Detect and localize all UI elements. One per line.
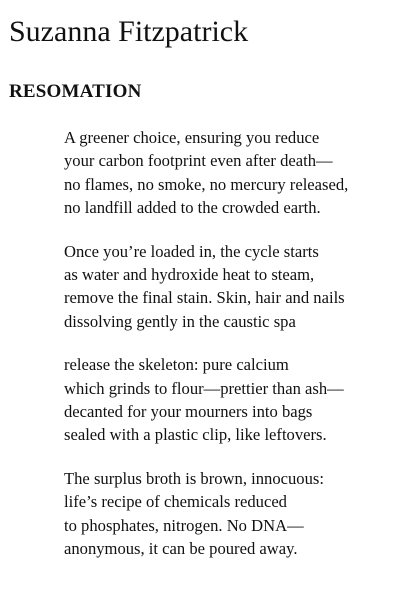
poem-line: A greener choice, ensuring you reduce [64, 128, 320, 147]
poem-line: sealed with a plastic clip, like leftovers. [64, 425, 327, 445]
poem-body [64, 126, 404, 581]
poem-line: life’s recipe of chemicals reduced [64, 492, 287, 512]
poem-line: decanted for your mourners into bags [64, 402, 313, 422]
poem-line: anonymous, it can be poured away. [64, 539, 298, 559]
poem-line: The surplus broth is brown, innocuous: [64, 468, 324, 488]
poem-line: remove the final stain. Skin, hair and nails [64, 288, 345, 308]
stanza-2 [64, 240, 404, 334]
poem-line: as water and hydroxide heat to steam, [64, 265, 315, 285]
poem-line: your carbon footprint even after death— [64, 151, 333, 171]
poem-line: no landfill added to the crowded earth. [64, 198, 321, 218]
poem-line: release the skeleton: pure calcium [64, 355, 289, 375]
poem-line: Once you’re loaded in, the cycle starts [64, 241, 319, 261]
author-name: Suzanna Fitzpatrick [9, 15, 249, 48]
stanza-4 [64, 467, 404, 561]
stanza-3 [64, 353, 404, 447]
poem-line: to phosphates, nitrogen. No DNA— [64, 515, 304, 535]
poem-line: no flames, no smoke, no mercury released, [64, 174, 349, 194]
poem-title: RESOMATION [9, 81, 142, 102]
stanza-1 [64, 126, 404, 220]
poem-line: which grinds to flour—prettier than ash— [64, 378, 344, 398]
poem-line: dissolving gently in the caustic spa [64, 311, 296, 331]
